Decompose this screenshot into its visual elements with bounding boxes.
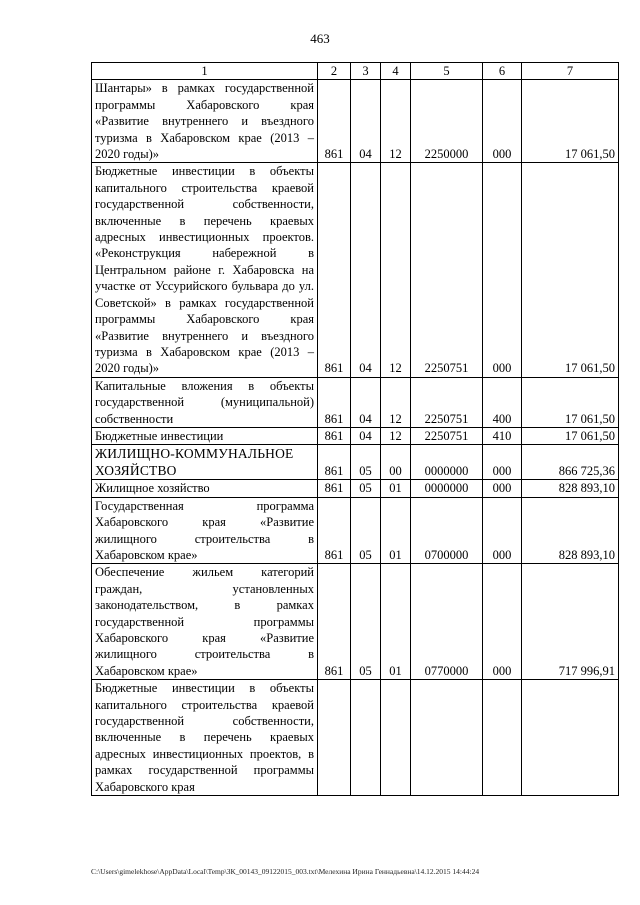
- cell-expense-type: 400: [483, 377, 522, 427]
- cell-ministry: 861: [318, 564, 351, 680]
- column-header: 6: [483, 63, 522, 80]
- cell-target: 2250751: [411, 427, 483, 444]
- table-row: [92, 163, 619, 377]
- cell-ministry: 861: [318, 80, 351, 163]
- cell-subsection: 12: [381, 163, 411, 377]
- row-name: Жилищное хозяйство: [92, 480, 318, 497]
- cell-section: [351, 680, 381, 796]
- table-row: [92, 564, 619, 680]
- cell-amount: 717 996,91: [522, 564, 619, 680]
- cell-expense-type: 410: [483, 427, 522, 444]
- cell-expense-type: 000: [483, 564, 522, 680]
- cell-ministry: 861: [318, 497, 351, 564]
- column-header: 4: [381, 63, 411, 80]
- cell-amount: 866 725,36: [522, 445, 619, 480]
- cell-expense-type: 000: [483, 445, 522, 480]
- cell-section: 05: [351, 497, 381, 564]
- cell-target: 2250751: [411, 377, 483, 427]
- cell-section: 05: [351, 480, 381, 497]
- row-name: Бюджетные инвестиции: [92, 427, 318, 444]
- cell-amount: [522, 680, 619, 796]
- cell-section: 04: [351, 163, 381, 377]
- cell-expense-type: 000: [483, 480, 522, 497]
- cell-section: 04: [351, 377, 381, 427]
- cell-subsection: 12: [381, 80, 411, 163]
- column-header: 1: [92, 63, 318, 80]
- cell-amount: 17 061,50: [522, 80, 619, 163]
- cell-ministry: 861: [318, 480, 351, 497]
- cell-target: 0700000: [411, 497, 483, 564]
- cell-target: 0000000: [411, 480, 483, 497]
- page-number: 463: [310, 31, 330, 46]
- row-name: Шантары» в рамках государственной программы Хабаровского края «Развитие внутреннего и въездного туризма в Хабаровском крае (2013 – 2020 годы)»: [92, 80, 318, 163]
- table-row: [92, 497, 619, 564]
- table-row: [92, 427, 619, 444]
- column-header: 5: [411, 63, 483, 80]
- table-row: [92, 80, 619, 163]
- cell-amount: 828 893,10: [522, 497, 619, 564]
- cell-ministry: [318, 680, 351, 796]
- cell-subsection: 01: [381, 480, 411, 497]
- table-row: [92, 680, 619, 796]
- row-name: Бюджетные инвестиции в объекты капитального строительства краевой государственной собственности, включенные в перечень краевых адресных инвестиционных проектов, в рамках государственной программы Хабаровского края: [92, 680, 318, 796]
- column-header: 2: [318, 63, 351, 80]
- cell-expense-type: 000: [483, 80, 522, 163]
- cell-subsection: 12: [381, 377, 411, 427]
- cell-ministry: 861: [318, 163, 351, 377]
- cell-expense-type: [483, 680, 522, 796]
- cell-target: 0770000: [411, 564, 483, 680]
- row-name: Капитальные вложения в объекты государственной (муниципальной) собственности: [92, 377, 318, 427]
- cell-target: 0000000: [411, 445, 483, 480]
- table-header-row: [92, 63, 619, 80]
- cell-amount: 17 061,50: [522, 163, 619, 377]
- column-header: 7: [522, 63, 619, 80]
- cell-ministry: 861: [318, 377, 351, 427]
- table-row: [92, 480, 619, 497]
- footer-file-path: C:\Users\gimelekhose\AppData\Local\Temp\ЗК_00143_09122015_003.txt\Мелехина Ирина Геннадьевна\14.12.2015 14:44:24: [91, 867, 480, 876]
- cell-section: 05: [351, 445, 381, 480]
- cell-subsection: 12: [381, 427, 411, 444]
- cell-expense-type: 000: [483, 497, 522, 564]
- cell-subsection: 01: [381, 564, 411, 680]
- cell-subsection: [381, 680, 411, 796]
- row-name: Государственная программа Хабаровского края «Развитие жилищного строительства в Хабаровском крае»: [92, 497, 318, 564]
- cell-ministry: 861: [318, 427, 351, 444]
- column-header: 3: [351, 63, 381, 80]
- row-name: Бюджетные инвестиции в объекты капитального строительства краевой государственной собственности, включенные в перечень краевых адресных инвестиционных проектов. «Реконструкция набережной в Центральном районе г. Хабаровска на участке от Уссурийского бульвара до ул. Советской» в рамках государственной программы Хабаровского края «Развитие внутреннего и въездного туризма в Хабаровском крае (2013 – 2020 годы)»: [92, 163, 318, 377]
- cell-section: 04: [351, 427, 381, 444]
- cell-amount: 828 893,10: [522, 480, 619, 497]
- cell-target: [411, 680, 483, 796]
- cell-amount: 17 061,50: [522, 377, 619, 427]
- table-row: [92, 445, 619, 480]
- budget-table: [91, 62, 619, 796]
- cell-expense-type: 000: [483, 163, 522, 377]
- table-row: [92, 377, 619, 427]
- row-name: Обеспечение жильем категорий граждан, установленных законодательством, в рамках государственной программы Хабаровского края «Развитие жилищного строительства в Хабаровском крае»: [92, 564, 318, 680]
- cell-section: 05: [351, 564, 381, 680]
- cell-section: 04: [351, 80, 381, 163]
- cell-ministry: 861: [318, 445, 351, 480]
- cell-target: 2250000: [411, 80, 483, 163]
- cell-subsection: 01: [381, 497, 411, 564]
- cell-target: 2250751: [411, 163, 483, 377]
- cell-amount: 17 061,50: [522, 427, 619, 444]
- row-name: ЖИЛИЩНО-КОММУНАЛЬНОЕ ХОЗЯЙСТВО: [92, 445, 318, 480]
- cell-subsection: 00: [381, 445, 411, 480]
